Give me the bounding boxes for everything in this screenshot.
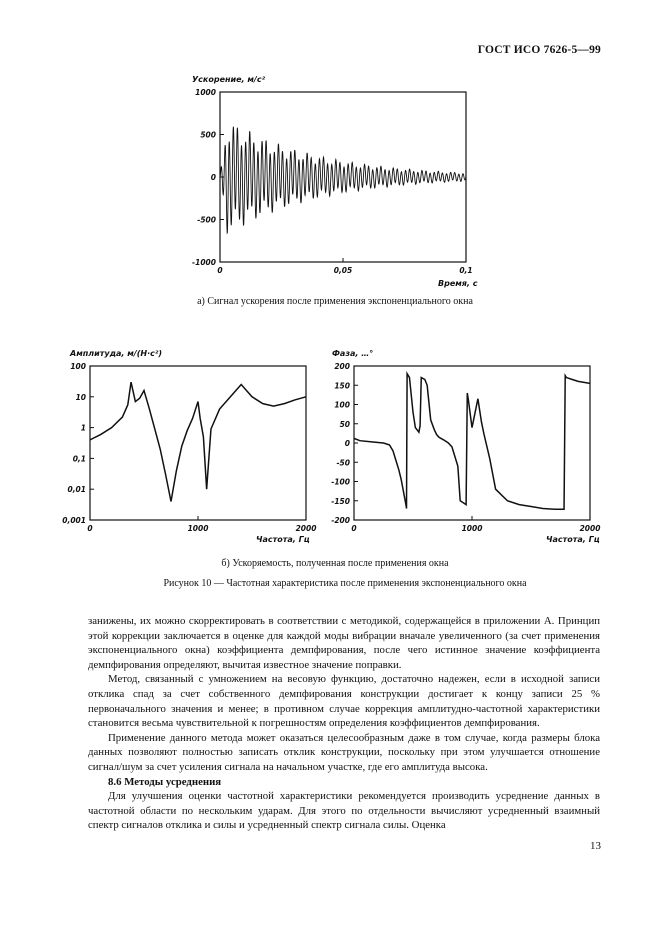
phase-y-tick: 150 (334, 381, 350, 391)
paragraph-3: Применение данного метода может оказаться целесообразным даже в том случае, когда размеры блока данных позволяют полностью записать отклик конструкции, поскольку при этом улучшается отношение сигнал/шум за счет усиления сигнала на начальном участке, где его амплитуда высока. (88, 731, 600, 773)
amplitude-x-tick: 2000 (295, 524, 317, 533)
acceleration-y-tick: 1000 (195, 88, 216, 97)
acceleration-x-tick: 0,05 (333, 266, 353, 275)
paragraph-1: занижены, их можно скорректировать в соответствии с методикой, содержащейся в приложении А. Принцип этой коррекции заключается в оценке для каждой моды вибрации вначале увеличенного (за счет применения экспоненциального окна) коэффициента демпфирования, после чего истинное значение коэффициента демпфирования определяют, вычитая известное значение поправки. (88, 615, 600, 671)
amplitude-plot-frame (90, 366, 306, 520)
phase-line (354, 374, 590, 510)
acceleration-chart-svg (180, 64, 480, 294)
acceleration-y-tick: -1000 (192, 258, 216, 267)
acceleration-xlabel: Время, с (438, 279, 478, 288)
figure-caption: Рисунок 10 — Частотная характеристика после применения экспоненциального окна (163, 578, 527, 589)
acceleration-x-tick: 0 (217, 266, 223, 275)
amplitude-xlabel: Частота, Гц (256, 535, 310, 544)
page-number: 13 (590, 840, 601, 852)
acceleration-ylabel: Ускорение, м/с² (192, 75, 266, 84)
acceleration-y-tick: -500 (197, 215, 216, 225)
phase-ylabel: Фаза, …° (332, 349, 374, 358)
amplitude-y-tick: 0,1 (72, 454, 86, 464)
standard-header: ГОСТ ИСО 7626-5—99 (477, 44, 601, 56)
phase-plot-frame (354, 366, 590, 520)
caption-b: б) Ускоряемость, полученная после применения окна (221, 558, 449, 569)
phase-y-tick: 0 (344, 439, 350, 448)
amplitude-chart-svg (62, 342, 317, 548)
amplitude-y-tick: 1 (80, 423, 86, 433)
amplitude-line (90, 382, 306, 501)
amplitude-x-tick: 1000 (187, 524, 209, 533)
amplitude-y-tick: 100 (70, 362, 86, 371)
amplitude-x-tick: 0 (87, 524, 93, 533)
phase-y-tick: 50 (339, 419, 350, 429)
amplitude-y-tick: 10 (75, 392, 86, 402)
amplitude-y-tick: 0,01 (67, 485, 86, 495)
caption-a: а) Сигнал ускорения после применения экспоненциального окна (197, 296, 473, 307)
amplitude-chart (62, 342, 317, 548)
paragraph-4: Для улучшения оценки частотной характеристики рекомендуется производить усреднение данных в частотной области по нескольким ударам. Для этого по отдельности вычисляют усредненный взаимный спектр сигналов отклика и силы и усредненный спектр сигнала силы. Оценка (88, 790, 600, 832)
phase-y-tick: -150 (331, 496, 350, 506)
phase-x-tick: 2000 (579, 524, 601, 533)
phase-x-tick: 1000 (461, 524, 483, 533)
body-text (88, 614, 600, 833)
phase-y-tick: 200 (334, 362, 350, 371)
acceleration-x-tick: 0,1 (459, 266, 473, 275)
amplitude-ylabel: Амплитуда, м/(Н·с²) (70, 349, 163, 358)
phase-y-tick: -50 (336, 458, 350, 468)
paragraph-2: Метод, связанный с умножением на весовую функцию, достаточно надежен, если в исходной записи отклика спад за счет собственного демпфирования конструкции достигает к концу записи 25 % первоначального значения и менее; в противном случае коррекция амплитудно-частотной характеристики становится весьма чувствительной к погрешностям определения коэффициентов демпфирования. (88, 673, 600, 730)
section-heading: 8.6 Методы усреднения (108, 775, 222, 788)
phase-y-tick: -100 (331, 477, 350, 487)
phase-xlabel: Частота, Гц (546, 535, 600, 544)
acceleration-y-tick: 0 (210, 173, 216, 182)
phase-x-tick: 0 (351, 524, 357, 533)
acceleration-y-tick: 500 (200, 130, 216, 140)
phase-chart (324, 342, 604, 548)
acceleration-signal-line (220, 127, 466, 233)
amplitude-y-tick: 0,001 (62, 516, 86, 525)
phase-chart-svg (324, 342, 604, 548)
acceleration-chart (180, 64, 480, 294)
phase-y-tick: -200 (331, 516, 350, 525)
phase-y-tick: 100 (334, 400, 350, 410)
